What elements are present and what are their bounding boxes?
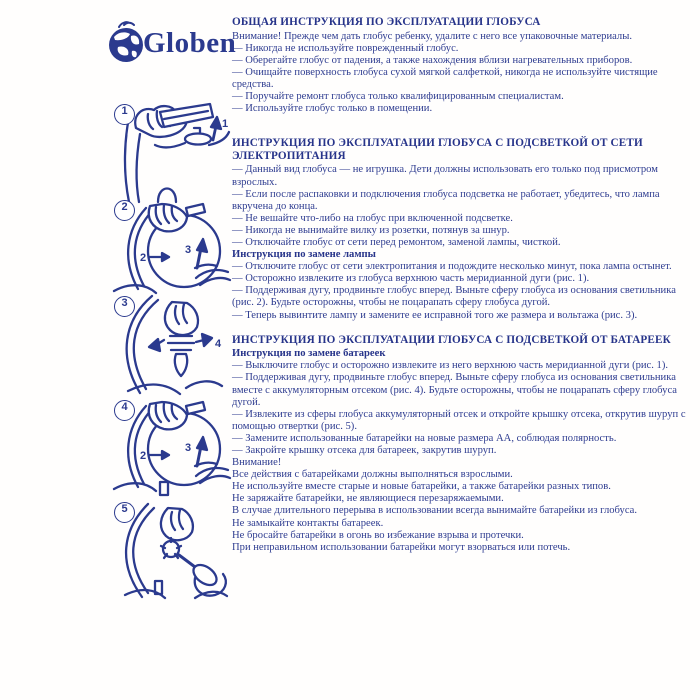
figure-5: [98, 496, 234, 608]
instruction-line: — Теперь вывинтите лампу и замените ее исправной того же размера и вольтажа (рис. 3).: [232, 309, 638, 321]
section-battery-power: [232, 334, 690, 554]
instruction-line: — Отключайте глобус от сети перед ремонтом, заменой лампы, чисткой.: [232, 237, 561, 248]
instruction-line: — Если после распаковки и подключения глобуса подсветка не работает, убедитесь, что лампа вкручена до конца.: [232, 188, 660, 212]
instruction-line: — Замените использованные батарейки на новые размера АА, соблюдая полярность.: [232, 432, 617, 444]
brand-name: Globen: [143, 26, 237, 59]
figure-2-number: 2: [114, 200, 135, 221]
warning-line: Все действия с батарейками должны выполняться взрослыми.: [232, 469, 513, 481]
warning-line: Не используйте вместе старые и новые батарейки, а также батарейки разных типов.: [232, 481, 611, 493]
figure-4-arrow-label-3: 3: [185, 442, 192, 454]
instruction-line: — Используйте глобус только в помещении.: [232, 103, 433, 115]
warning-line: При неправильном использовании батарейки могут взорваться или потечь.: [232, 541, 571, 553]
figure-4-arrow-label-2: 2: [140, 450, 147, 462]
figure-4: [98, 394, 234, 506]
instruction-line: — Извлеките из сферы глобуса аккумуляторный отсек и откройте крышку отсека, открутив шуруп с помощью отвертки (рис. 5).: [232, 408, 686, 432]
section-battery-title: ИНСТРУКЦИЯ ПО ЭКСПЛУАТАЦИИ ГЛОБУСА С ПОДСВЕТКОЙ ОТ БАТАРЕЕК: [232, 333, 671, 346]
section-mains-power: [232, 137, 690, 321]
lamp-replacement-subtitle: Инструкция по замене лампы: [232, 249, 376, 261]
instruction-line: — Закройте крышку отсека для батареек, закрутив шуруп.: [232, 445, 497, 456]
section-general: [232, 16, 690, 115]
instruction-line: — Отключите глобус от сети электропитания и подождите несколько минут, пока лампа остынет.: [232, 261, 672, 273]
instruction-line: — Не вешайте что-либо на глобус при включенной подсветке.: [232, 212, 513, 224]
instruction-line: — Оберегайте глобус от падения, а также нахождения вблизи нагревательных приборов.: [232, 54, 633, 66]
instruction-line: — Очищайте поверхность глобуса сухой мягкой салфеткой, никогда не используйте чистящие средства.: [232, 66, 658, 90]
battery-replacement-subtitle: Инструкция по замене батареек: [232, 348, 386, 360]
warning-line: Не бросайте батарейки в огонь во избежание взрыва и протечки.: [232, 529, 524, 541]
instruction-line: — Поручайте ремонт глобуса только квалифицированным специалистам.: [232, 91, 564, 103]
instruction-line: — Поддерживая дугу, продвиньте глобус вперед. Выньте сферу глобуса из основания светильника (рис. 2). Будьте осторожны, чтобы не поцарапать сферу глобуса дугой.: [232, 285, 676, 309]
instruction-line: — Осторожно извлеките из глобуса верхнюю часть меридианной дуги (рис. 1).: [232, 273, 590, 285]
section-mains-title: ИНСТРУКЦИЯ ПО ЭКСПЛУАТАЦИИ ГЛОБУСА С ПОДСВЕТКОЙ ОТ СЕТИ ЭЛЕКТРОПИТАНИЯ: [232, 137, 643, 162]
instruction-line: — Выключите глобус и осторожно извлеките из него верхнюю часть меридианной дуги (рис. 1).: [232, 360, 669, 372]
figure-2-arrow-label-3: 3: [185, 244, 192, 256]
warning-title: Внимание!: [232, 457, 282, 469]
figure-5-number: 5: [114, 502, 135, 523]
warning-line: Не замыкайте контакты батареек.: [232, 517, 384, 529]
figure-1-arrow-label: 1: [222, 118, 229, 130]
section-general-title: ОБЩАЯ ИНСТРУКЦИЯ ПО ЭКСПЛУАТАЦИИ ГЛОБУСА: [232, 16, 541, 28]
instruction-line: — Никогда не используйте поврежденный глобус.: [232, 42, 459, 54]
figure-2-arrow-label-2: 2: [140, 252, 147, 264]
warning-line: В случае длительного перерыва в использовании всегда вынимайте батарейки из глобуса.: [232, 505, 638, 517]
figure-1-number: 1: [114, 104, 135, 125]
brand-logo: [104, 20, 236, 66]
figure-4-number: 4: [114, 400, 135, 421]
figure-3: [98, 290, 234, 402]
figure-3-arrow-label: 4: [215, 338, 222, 350]
figure-3-number: 3: [114, 296, 135, 317]
instruction-line: — Никогда не вынимайте вилку из розетки, потянув за шнур.: [232, 224, 510, 236]
instruction-line: — Данный вид глобуса — не игрушка. Дети должны использовать его только под присмотром взрослых.: [232, 164, 658, 188]
instruction-line: Внимание! Прежде чем дать глобус ребенку, удалите с него все упаковочные материалы.: [232, 30, 632, 42]
warning-line: Не заряжайте батарейки, не являющиеся перезаряжаемыми.: [232, 493, 504, 505]
instructions-text-column: [232, 16, 690, 554]
instruction-line: — Поддерживая дугу, продвиньте глобус вперед. Выньте сферу глобуса из основания светильника вместе с аккумуляторным отсеком (рис. 4). Будьте осторожны, чтобы не поцарапать сферу глобуса дугой.: [232, 372, 677, 408]
